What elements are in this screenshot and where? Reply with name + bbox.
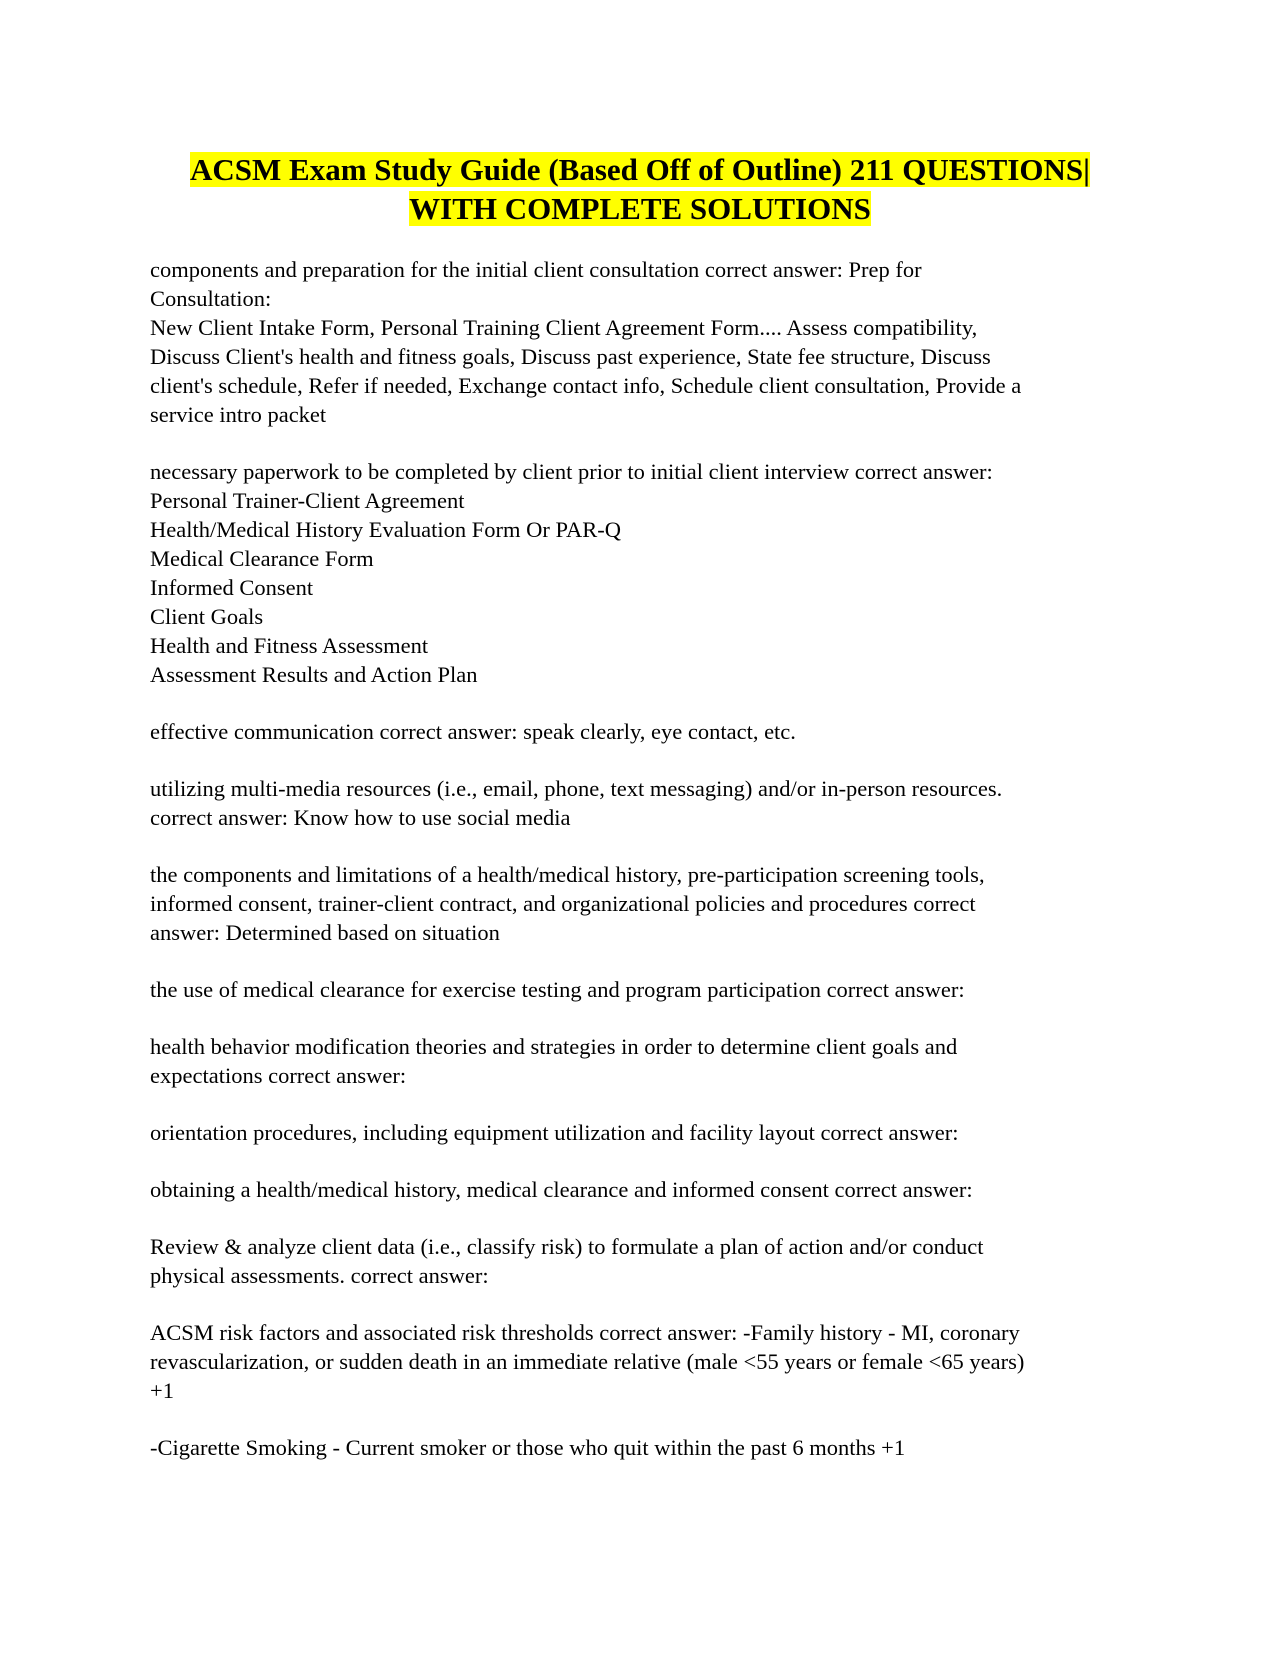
text-line: health behavior modification theories and strategies in order to determine client goals and (150, 1034, 958, 1059)
document-title (150, 150, 1130, 228)
qa-paragraph (150, 255, 1140, 429)
title-line-2: WITH COMPLETE SOLUTIONS (409, 191, 871, 226)
text-line: the components and limitations of a health/medical history, pre-participation screening tools, (150, 862, 985, 887)
qa-paragraph (150, 1318, 1140, 1405)
text-line: answer: Determined based on situation (150, 920, 500, 945)
text-line: Discuss Client's health and fitness goals, Discuss past experience, State fee structure, Discuss (150, 344, 991, 369)
qa-paragraph (150, 1118, 1140, 1147)
text-line: informed consent, trainer-client contract, and organizational policies and procedures correct (150, 891, 976, 916)
text-line: +1 (150, 1378, 174, 1403)
text-line: Health and Fitness Assessment (150, 633, 429, 658)
text-line: ACSM risk factors and associated risk thresholds correct answer: -Family history - MI, coronary (150, 1320, 1020, 1345)
text-line: -Cigarette Smoking - Current smoker or those who quit within the past 6 months +1 (150, 1435, 906, 1460)
text-line: necessary paperwork to be completed by client prior to initial client interview correct answer: (150, 459, 993, 484)
text-line: expectations correct answer: (150, 1063, 407, 1088)
text-line: components and preparation for the initial client consultation correct answer: Prep for (150, 257, 922, 282)
title-line-1: ACSM Exam Study Guide (Based Off of Outline) 211 QUESTIONS| (190, 152, 1090, 187)
text-line: revascularization, or sudden death in an immediate relative (male <55 years or female <65 years) (150, 1349, 1025, 1374)
text-line: physical assessments. correct answer: (150, 1263, 489, 1288)
qa-paragraph (150, 1433, 1140, 1462)
text-line: obtaining a health/medical history, medical clearance and informed consent correct answer: (150, 1177, 973, 1202)
text-line: utilizing multi-media resources (i.e., email, phone, text messaging) and/or in-person resources. (150, 776, 1003, 801)
text-line: client's schedule, Refer if needed, Exchange contact info, Schedule client consultation, Provide a (150, 373, 1022, 398)
qa-paragraph (150, 1032, 1140, 1090)
text-line: Informed Consent (150, 575, 314, 600)
text-line: correct answer: Know how to use social media (150, 805, 571, 830)
qa-paragraph (150, 1232, 1140, 1290)
document-body (150, 255, 1140, 1490)
text-line: Consultation: (150, 286, 272, 311)
text-line: Client Goals (150, 604, 264, 629)
text-line: orientation procedures, including equipment utilization and facility layout correct answer: (150, 1120, 959, 1145)
qa-paragraph (150, 457, 1140, 689)
qa-paragraph (150, 975, 1140, 1004)
text-line: Assessment Results and Action Plan (150, 662, 478, 687)
text-line: effective communication correct answer: speak clearly, eye contact, etc. (150, 719, 796, 744)
text-line: Review & analyze client data (i.e., classify risk) to formulate a plan of action and/or conduct (150, 1234, 984, 1259)
text-line: New Client Intake Form, Personal Training Client Agreement Form.... Assess compatibility, (150, 315, 978, 340)
qa-paragraph (150, 860, 1140, 947)
qa-paragraph (150, 774, 1140, 832)
text-line: the use of medical clearance for exercise testing and program participation correct answer: (150, 977, 965, 1002)
qa-paragraph (150, 1175, 1140, 1204)
text-line: Health/Medical History Evaluation Form Or PAR-Q (150, 517, 621, 542)
text-line: service intro packet (150, 402, 327, 427)
qa-paragraph (150, 717, 1140, 746)
text-line: Personal Trainer-Client Agreement (150, 488, 465, 513)
text-line: Medical Clearance Form (150, 546, 374, 571)
